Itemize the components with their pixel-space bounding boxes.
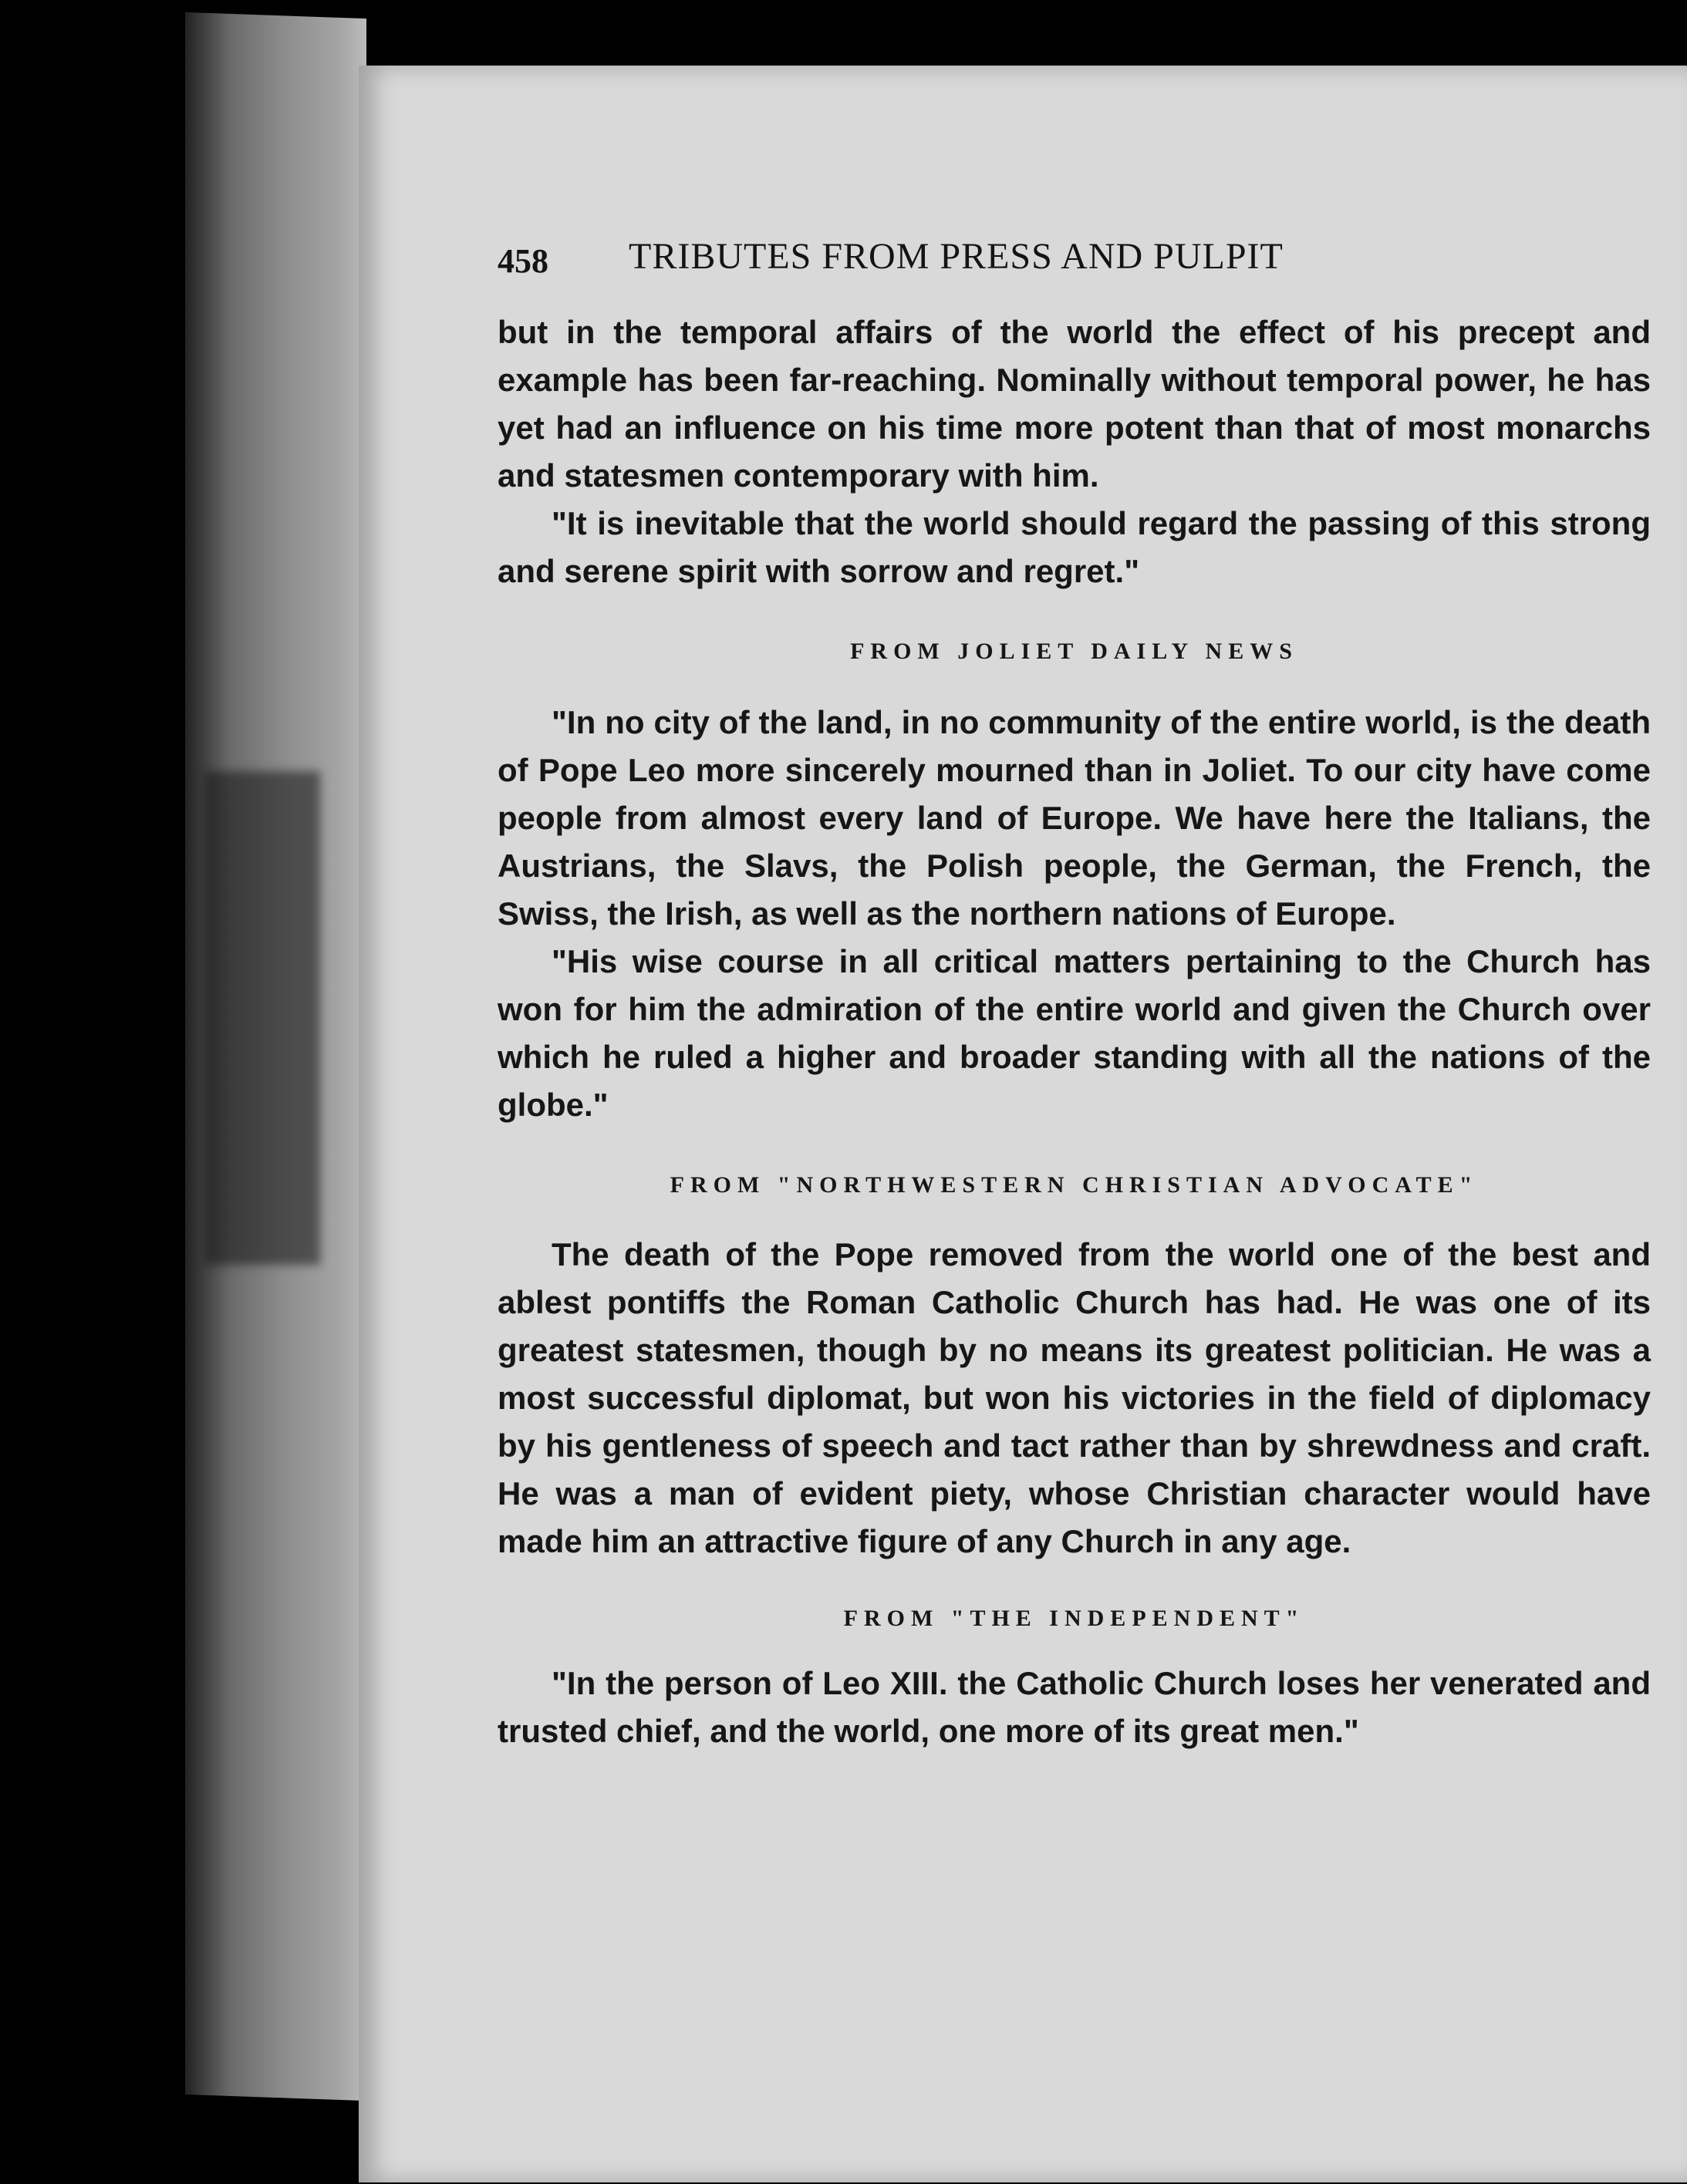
page-number: 458 [498, 242, 548, 280]
section-heading: FROM "THE INDEPENDENT" [843, 1606, 1305, 1631]
paragraph: "His wise course in all critical matters pertaining to the Church has won for him the admiration of the entire world and given the Church over which he ruled a higher and broader standing with all the nations of the globe." [498, 943, 1651, 1123]
library-stamp [204, 771, 320, 1265]
paragraph: "In the person of Leo XIII. the Catholic Church loses her venerated and trusted chief, and the world, one more of its great men." [498, 1665, 1651, 1749]
section-heading: FROM JOLIET DAILY NEWS [850, 639, 1298, 664]
running-title: TRIBUTES FROM PRESS AND PULPIT [629, 236, 1284, 277]
page-body [498, 308, 1651, 1755]
paragraph: "In no city of the land, in no community of the entire world, is the death of Pope Leo more sincerely mourned than in Joliet. To our city have come people from almost every land of Europe. We have here the Italians, the Austrians, the Slavs, the Polish people, the German, the French, the Swiss, the Irish, as well as the northern nations of Europe. [498, 704, 1651, 932]
paragraph: The death of the Pope removed from the world one of the best and ablest pontiffs the Roman Catholic Church has had. He was one of its greatest statesmen, though by no means its greatest politician. He was a most successful diplomat, but won his victories in the field of diplomacy by his gentleness of speech and tact rather than by shrewdness and craft. He was a man of evident piety, whose Christian character would have made him an attractive figure of any Church in any age. [498, 1236, 1651, 1559]
section-heading: FROM "NORTHWESTERN CHRISTIAN ADVOCATE" [670, 1172, 1479, 1198]
paragraph: "It is inevitable that the world should regard the passing of this strong and serene spirit with sorrow and regret." [498, 505, 1651, 589]
paragraph: but in the temporal affairs of the world the effect of his precept and example has been far-reaching. Nominally without temporal power, he has yet had an influence on his time more potent than that of most monarchs and statesmen contemporary with him. [498, 314, 1651, 494]
page-header [498, 235, 1481, 289]
